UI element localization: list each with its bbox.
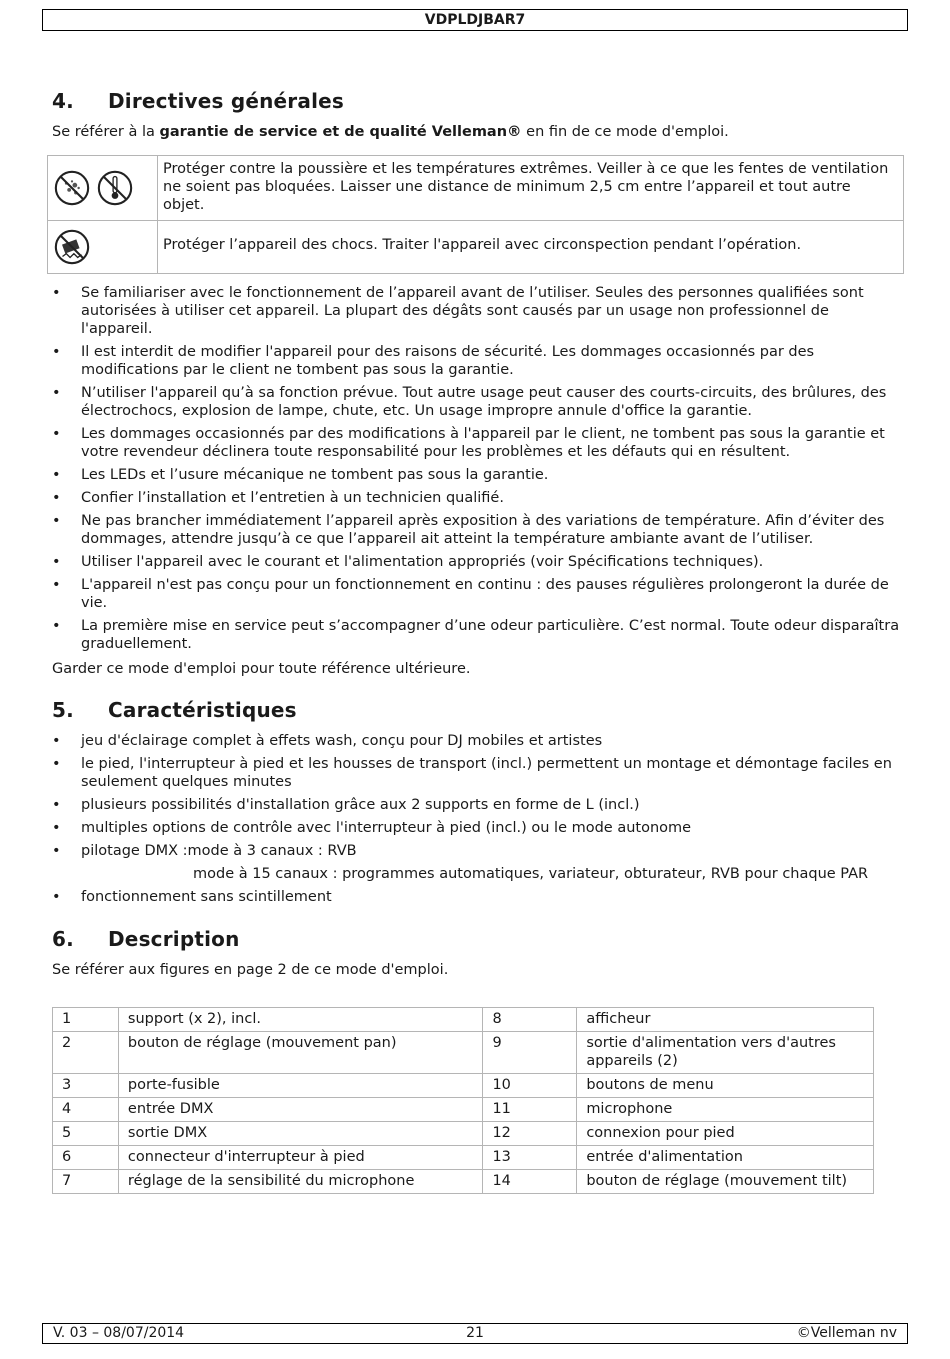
- intro-text-end: en fin de ce mode d'emploi.: [521, 124, 729, 140]
- table-row: [53, 1008, 874, 1032]
- shock-prohibited-icon: [53, 228, 91, 266]
- table-cell-number: 7: [53, 1170, 119, 1194]
- safety-icon-cell: [48, 156, 158, 220]
- table-cell-number: 14: [483, 1170, 577, 1194]
- table-cell-number: 12: [483, 1122, 577, 1146]
- safety-row: [48, 221, 903, 273]
- model-name: VDPLDJBAR7: [424, 12, 526, 28]
- dmx-mode-1: mode à 3 canaux : RVB: [187, 843, 357, 859]
- list-item: • Se familiariser avec le fonctionnement de l’appareil avant de l’utiliser. Seules des personnes qualifiées sont autorisées à utiliser cet appareil. La plupart des dégâts sont causés par un usage non professionnel de l'appareil.: [52, 284, 902, 338]
- table-cell-label: bouton de réglage (mouvement tilt): [577, 1170, 874, 1194]
- list-item: • fonctionnement sans scintillement: [52, 888, 902, 906]
- list-item: • La première mise en service peut s’accompagner d’une odeur particulière. C’est normal. Toute odeur disparaîtra graduellement.: [52, 617, 902, 653]
- list-item: • Confier l’installation et l’entretien à un technicien qualifié.: [52, 489, 902, 507]
- dmx-label: pilotage DMX :: [81, 843, 188, 859]
- footer-copyright: ©Velleman nv: [796, 1325, 897, 1341]
- table-cell-label: entrée DMX: [118, 1098, 483, 1122]
- page-footer: [42, 1323, 908, 1344]
- table-cell-label: sortie DMX: [118, 1122, 483, 1146]
- section-5-title: [52, 698, 297, 722]
- table-row: [53, 1098, 874, 1122]
- description-table: [52, 1007, 874, 1194]
- footer-version: V. 03 – 08/07/2014: [53, 1325, 185, 1341]
- table-cell-number: 13: [483, 1146, 577, 1170]
- table-row: [53, 1032, 874, 1074]
- table-cell-number: 3: [53, 1074, 119, 1098]
- table-cell-label: porte-fusible: [118, 1074, 483, 1098]
- dust-prohibited-icon: [53, 169, 91, 207]
- table-row: [53, 1146, 874, 1170]
- safety-table: [47, 155, 904, 274]
- safety-text: Protéger contre la poussière et les températures extrêmes. Veiller à ce que les fentes de ventilation ne soient pas bloquées. Laisser une distance de minimum 2,5 cm entre l’appareil et tout autre objet.: [163, 161, 889, 213]
- list-item: • Les LEDs et l’usure mécanique ne tombent pas sous la garantie.: [52, 466, 902, 484]
- section-4-bullet-list: [52, 284, 902, 658]
- list-item: • jeu d'éclairage complet à effets wash, conçu pour DJ mobiles et artistes: [52, 732, 902, 750]
- temperature-prohibited-icon: [96, 169, 134, 207]
- footer-page-number: 21: [466, 1325, 484, 1341]
- list-item: • plusieurs possibilités d'installation grâce aux 2 supports en forme de L (incl.): [52, 796, 902, 814]
- list-item: • multiples options de contrôle avec l'interrupteur à pied (incl.) ou le mode autonome: [52, 819, 902, 837]
- description-table-body: [53, 1008, 874, 1194]
- section-4-closing: Garder ce mode d'emploi pour toute référence ultérieure.: [52, 661, 471, 677]
- table-row: [53, 1074, 874, 1098]
- dmx-mode-2: mode à 15 canaux : programmes automatiques, variateur, obturateur, RVB pour chaque PAR: [193, 866, 869, 882]
- table-cell-number: 9: [483, 1032, 577, 1074]
- table-cell-label: connecteur d'interrupteur à pied: [118, 1146, 483, 1170]
- table-cell-number: 2: [53, 1032, 119, 1074]
- table-cell-label: bouton de réglage (mouvement pan): [118, 1032, 483, 1074]
- intro-bold-text: garantie de service et de qualité Velleman®: [159, 124, 522, 140]
- list-item: • le pied, l'interrupteur à pied et les housses de transport (incl.) permettent un montage et démontage faciles en seulement quelques minutes: [52, 755, 902, 791]
- table-cell-number: 4: [53, 1098, 119, 1122]
- section-6-title: [52, 927, 240, 951]
- section-title-text: Directives générales: [108, 89, 344, 113]
- table-cell-label: connexion pour pied: [577, 1122, 874, 1146]
- list-item: • L'appareil n'est pas conçu pour un fonctionnement en continu : des pauses régulières prolongeront la durée de vie.: [52, 576, 902, 612]
- table-cell-number: 11: [483, 1098, 577, 1122]
- section-title-text: Caractéristiques: [108, 698, 297, 722]
- table-cell-label: support (x 2), incl.: [118, 1008, 483, 1032]
- table-cell-label: entrée d'alimentation: [577, 1146, 874, 1170]
- list-item: [52, 842, 902, 883]
- section-4-title: [52, 89, 344, 113]
- table-cell-label: boutons de menu: [577, 1074, 874, 1098]
- safety-icon-cell: [48, 221, 158, 273]
- section-number: 4.: [52, 89, 74, 113]
- table-cell-number: 8: [483, 1008, 577, 1032]
- section-6-intro: Se référer aux figures en page 2 de ce mode d'emploi.: [52, 962, 449, 978]
- list-item: • Utiliser l'appareil avec le courant et l'alimentation appropriés (voir Spécifications techniques).: [52, 553, 902, 571]
- list-item: • N’utiliser l'appareil qu’à sa fonction prévue. Tout autre usage peut causer des courts-circuits, des brûlures, des électrochocs, explosion de lampe, chute, etc. Un usage impropre annule d'office la garantie.: [52, 384, 902, 420]
- table-cell-number: 1: [53, 1008, 119, 1032]
- table-cell-number: 10: [483, 1074, 577, 1098]
- page-header: [42, 9, 908, 31]
- list-item: • Il est interdit de modifier l'appareil pour des raisons de sécurité. Les dommages occasionnés par des modifications par le client ne tombent pas sous la garantie.: [52, 343, 902, 379]
- section-number: 5.: [52, 698, 74, 722]
- list-item: • Ne pas brancher immédiatement l’appareil après exposition à des variations de température. Afin d’éviter des dommages, attendre jusqu’à ce que l’appareil ait atteint la température ambiante avant de l’utiliser.: [52, 512, 902, 548]
- list-item: • Les dommages occasionnés par des modifications à l'appareil par le client, ne tombent pas sous la garantie et votre revendeur déclinera toute responsabilité pour les problèmes et les défauts qui en résultent.: [52, 425, 902, 461]
- table-row: [53, 1122, 874, 1146]
- table-cell-label: microphone: [577, 1098, 874, 1122]
- safety-row: [48, 156, 903, 221]
- safety-text: Protéger l’appareil des chocs. Traiter l'appareil avec circonspection pendant l’opération.: [163, 237, 802, 253]
- section-title-text: Description: [108, 927, 240, 951]
- table-cell-number: 5: [53, 1122, 119, 1146]
- intro-text: Se référer à la: [52, 124, 160, 140]
- section-number: 6.: [52, 927, 74, 951]
- section-4-intro: [52, 123, 902, 141]
- table-cell-label: réglage de la sensibilité du microphone: [118, 1170, 483, 1194]
- table-cell-label: afficheur: [577, 1008, 874, 1032]
- table-cell-label: sortie d'alimentation vers d'autres appareils (2): [577, 1032, 874, 1074]
- table-cell-number: 6: [53, 1146, 119, 1170]
- table-row: [53, 1170, 874, 1194]
- section-5-bullet-list: [52, 732, 902, 911]
